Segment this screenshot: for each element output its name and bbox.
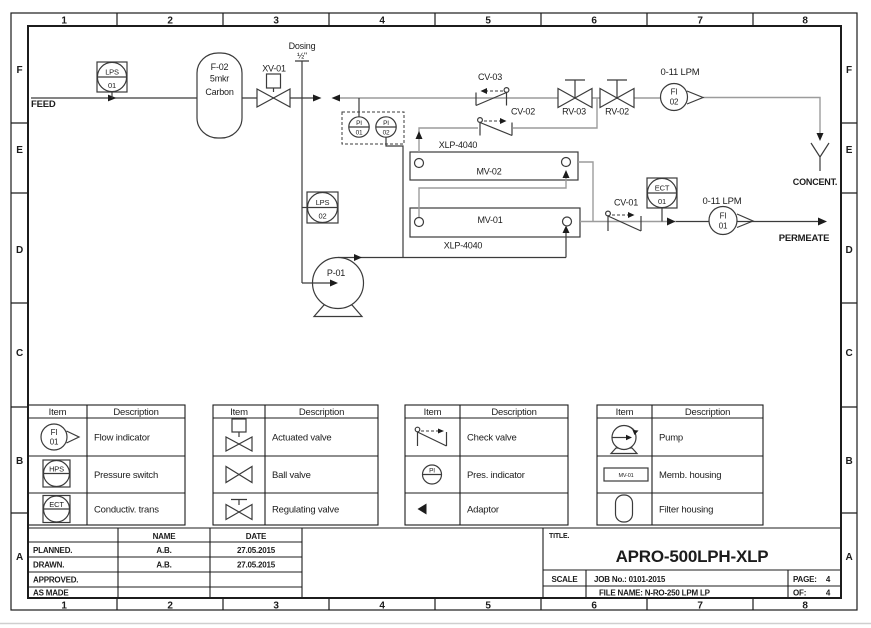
page-value: 4: [825, 575, 831, 584]
legend-header-item: Item: [615, 407, 634, 418]
adaptor-icon: [667, 218, 676, 226]
legend-header-item: Item: [48, 407, 67, 418]
legend-header-description: Description: [298, 407, 345, 418]
valve-label: RV-03: [562, 106, 586, 117]
regulating-valve-rv03: [558, 80, 592, 117]
instrument-number: 01: [658, 197, 666, 206]
legend-check-valve-icon: [415, 427, 446, 446]
scale-label: SCALE: [551, 575, 578, 584]
legend-ball-valve-icon: [226, 467, 252, 483]
legend-desc: Filter housing: [659, 504, 714, 516]
pressure-switch-lps01: [97, 62, 127, 92]
grid-row-left: A: [15, 552, 24, 563]
dosing-label: Dosing: [288, 41, 316, 51]
adaptor-icon: [313, 95, 322, 102]
row-date: 27.05.2015: [236, 560, 276, 570]
check-valve-cv01: [606, 198, 641, 232]
grid-col-top: 2: [167, 15, 173, 27]
conductivity-transmitter-ect01: [647, 178, 677, 208]
job-number: JOB No.: 0101-2015: [594, 575, 666, 584]
grid-col-bottom: 2: [167, 600, 173, 612]
name-header: NAME: [152, 532, 176, 541]
valve-label: RV-02: [605, 106, 629, 117]
date-header: DATE: [245, 532, 267, 541]
instrument-number: 02: [669, 97, 679, 107]
file-name: FILE NAME: N-RO-250 LPM LP: [599, 588, 710, 598]
instrument-number: 01: [108, 81, 116, 90]
legend-header-description: Description: [491, 407, 537, 418]
instrument-tag: LPS: [315, 198, 330, 207]
legend-desc: Regulating valve: [272, 504, 340, 516]
grid-row-right: D: [845, 245, 853, 256]
permeate-outlet-arrow: [818, 218, 827, 226]
instrument-tag: ECT: [654, 183, 670, 193]
legend-desc: Actuated valve: [272, 432, 332, 444]
flow-arrow: [416, 131, 423, 139]
grid-col-bottom: 6: [591, 600, 597, 612]
actuated-valve-xv01: [257, 64, 290, 108]
legend-pump-icon: [611, 426, 639, 454]
grid-row-right: B: [845, 456, 853, 467]
concentrate-label: CONCENT.: [792, 177, 838, 187]
grid-col-top: 3: [273, 15, 279, 27]
flow-indicator-fi01: [703, 196, 753, 235]
title-block: [28, 528, 841, 598]
pressure-switch-lps02: [307, 192, 338, 223]
instrument-tag: FI: [719, 211, 727, 221]
grid-col-bottom: 3: [273, 600, 279, 612]
grid-col-top: 4: [379, 15, 385, 27]
permeate-label: PERMEATE: [778, 233, 830, 244]
mv01-port: [415, 218, 424, 227]
instrument-number: 01: [718, 221, 728, 231]
legend-desc: Conductiv. trans: [94, 504, 159, 516]
valve-label: CV-03: [477, 72, 503, 82]
legend-desc: Ball valve: [272, 470, 311, 481]
legend-header-description: Description: [113, 407, 159, 418]
instrument-number: 02: [382, 129, 390, 137]
concentrate-drain: [811, 133, 829, 171]
filter-rating: 5mkr: [209, 73, 230, 84]
grid-col-top: 5: [485, 15, 491, 27]
check-valve-cv03: [476, 72, 509, 106]
row-date: 27.05.2015: [236, 546, 276, 555]
drawing-title: APRO-500LPH-XLP: [615, 547, 769, 566]
legend-actuated-valve-icon: [226, 419, 252, 451]
legend-header-description: Description: [684, 407, 731, 418]
page-label: PAGE:: [793, 575, 817, 584]
filter-housing-f02: [197, 53, 242, 138]
row-label: DRAWN.: [33, 560, 65, 570]
valve-label: CV-02: [510, 106, 536, 117]
pressure-indicator-pi02: [376, 117, 396, 137]
svg-text:FI: FI: [50, 428, 58, 437]
valve-label: CV-01: [613, 197, 639, 208]
svg-text:PI: PI: [429, 467, 435, 475]
grid-col-top: 8: [802, 15, 808, 27]
process-diagram: [31, 41, 837, 317]
legend-desc: Pump: [659, 432, 684, 444]
mv02-port: [562, 158, 571, 167]
pump-label: P-01: [326, 268, 346, 278]
grid-row-left: C: [15, 348, 24, 359]
check-valve-cv02: [478, 107, 536, 136]
svg-text:ECT: ECT: [49, 500, 64, 509]
legend-flow-indicator-icon: [41, 424, 79, 450]
grid-col-bottom: 5: [485, 600, 491, 612]
valve-actuator: [267, 74, 281, 88]
instrument-number: 02: [318, 211, 327, 221]
grid-col-top: 6: [591, 15, 597, 27]
legend-conductivity-transmitter-icon: [43, 496, 70, 523]
legend-header-item: Item: [230, 407, 248, 418]
grid-row-right: E: [845, 145, 853, 156]
flow-range-label: 0-11 LPM: [660, 67, 700, 78]
of-value: 4: [825, 588, 831, 598]
mv01-label: MV-01: [477, 215, 503, 225]
legend-adaptor-icon: [418, 504, 427, 515]
grid-col-bottom: 4: [379, 600, 385, 612]
flow-range-label: 0-11 LPM: [702, 196, 742, 207]
dosing-size-label: ½": [297, 50, 307, 61]
grid-row-right: F: [846, 65, 852, 76]
feed-label: FEED: [31, 99, 56, 110]
grid-row-right: A: [845, 552, 853, 563]
grid-col-bottom: 7: [697, 600, 703, 612]
title-label: TITLE.: [549, 533, 570, 540]
instrument-tag: PI: [383, 120, 389, 127]
adaptor-icon: [332, 95, 341, 102]
frame-coordinates: [16, 16, 853, 612]
row-name: A.B.: [156, 560, 172, 570]
row-name: A.B.: [156, 546, 172, 555]
legend-header-item: Item: [423, 407, 442, 418]
legend-desc: Adaptor: [467, 504, 499, 516]
grid-col-top: 1: [61, 15, 67, 27]
membrane-model-label: XLP-4040: [438, 140, 478, 150]
legend-desc: Memb. housing: [659, 470, 722, 481]
legend-desc: Check valve: [467, 432, 517, 444]
svg-text:MV-01: MV-01: [618, 473, 634, 479]
instrument-tag: LPS: [105, 67, 119, 77]
legend-desc: Flow indicator: [94, 432, 150, 444]
row-label: APPROVED.: [33, 575, 79, 585]
of-label: OF:: [793, 588, 807, 598]
pump-p01: [302, 258, 364, 317]
grid-col-bottom: 8: [802, 600, 808, 612]
membrane-model-label: XLP-4040: [443, 240, 483, 251]
legend-desc: Pres. indicator: [467, 470, 525, 481]
row-label: AS MADE: [33, 588, 69, 598]
row-label: PLANNED.: [33, 546, 73, 555]
mv02-label: MV-02: [476, 166, 502, 177]
flow-arrow: [354, 254, 362, 261]
svg-text:HPS: HPS: [49, 464, 64, 474]
frame-grid-dividers: [11, 13, 857, 610]
regulating-valve-rv02: [600, 80, 634, 117]
grid-row-right: C: [845, 348, 853, 359]
grid-row-left: E: [16, 145, 23, 156]
valve-label: XV-01: [262, 63, 286, 74]
flow-indicator-fi02: [661, 67, 704, 111]
grid-col-bottom: 1: [61, 600, 67, 612]
grid-row-left: B: [15, 456, 24, 467]
mv02-port: [415, 159, 424, 168]
legend-regulating-valve-icon: [226, 500, 252, 520]
grid-row-left: D: [15, 245, 24, 256]
legend-membrane-housing-icon: [604, 468, 648, 481]
filter-media: Carbon: [205, 87, 234, 97]
mv01-port: [563, 217, 572, 226]
instrument-tag: FI: [670, 87, 678, 97]
pressure-indicator-pi01: [349, 117, 369, 137]
legend-pressure-indicator-icon: [423, 465, 442, 484]
legend-tables: [28, 405, 763, 525]
drawing-frame: [11, 13, 857, 612]
legend-pressure-switch-icon: [43, 460, 70, 487]
filter-tag: F-02: [210, 62, 229, 72]
drain-arrow: [817, 133, 824, 141]
instrument-tag: PI: [356, 120, 362, 127]
legend-filter-housing-icon: [616, 495, 633, 522]
legend-desc: Pressure switch: [94, 470, 159, 481]
grid-col-top: 7: [697, 15, 703, 27]
svg-text:01: 01: [49, 437, 59, 447]
grid-row-left: F: [16, 65, 23, 76]
instrument-number: 01: [355, 129, 363, 137]
